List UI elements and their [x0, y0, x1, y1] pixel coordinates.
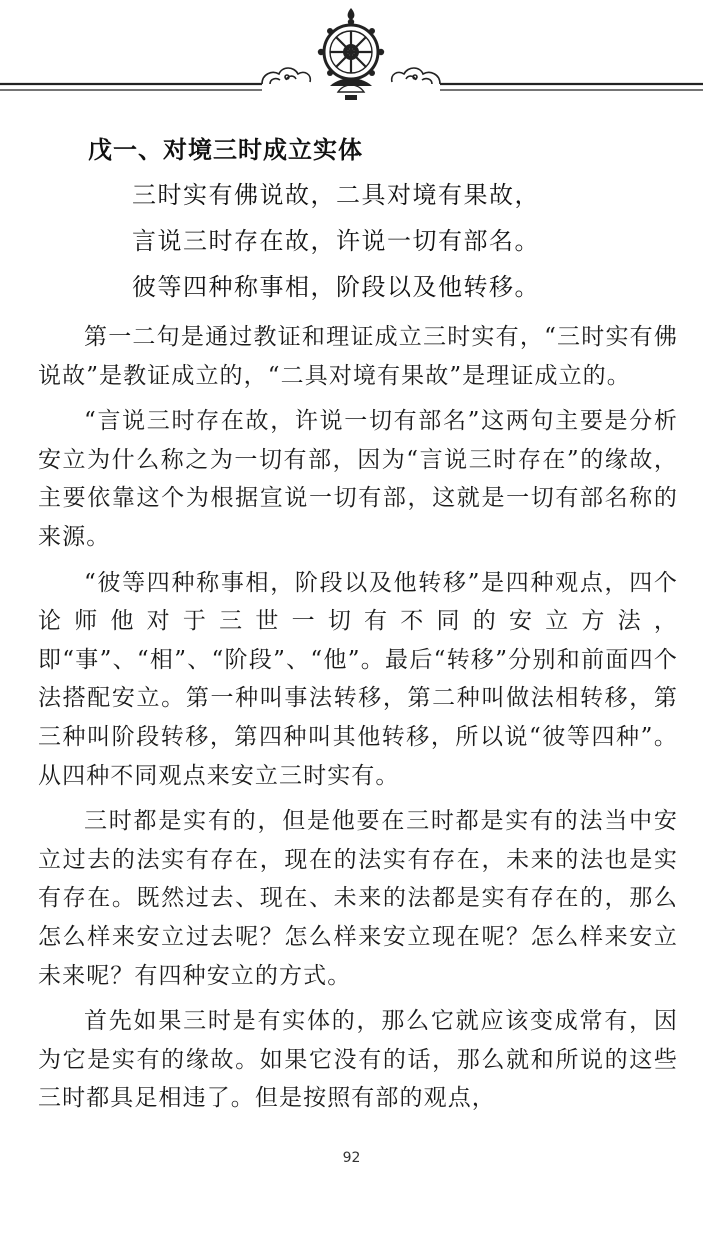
paragraph: “言说三时存在故，许说一切有部名”这两句主要是分析安立为什么称之为一切有部，因为“言说三时存在”的缘故，主要依靠这个为根据宣说一切有部，这就是一切有部名称的来源。	[38, 408, 678, 550]
cloud-left-icon	[262, 68, 310, 84]
paragraph: 三时都是实有的，但是他要在三时都是实有的法当中安立过去的法实有存在，现在的法实有存在，未来的法也是实有存在。既然过去、现在、未来的法都是实有存在的，那么怎么样来安立过去呢？怎么样来安立现在呢？怎么样来安立未来呢？有四种安立的方式。	[38, 808, 678, 989]
header-ornament	[0, 0, 703, 110]
commentary-body	[38, 318, 678, 1125]
header-rule-left	[0, 84, 262, 90]
verse-line: 三时实有佛说故，二具对境有果故，	[132, 181, 540, 209]
paragraph: 首先如果三时是有实体的，那么它就应该变成常有，因为它是实有的缘故。如果它没有的话，那么就和所说的这些三时都具足相违了。但是按照有部的观点，	[38, 1008, 678, 1112]
dharma-wheel-icon	[318, 8, 384, 100]
header-rule-right	[440, 84, 703, 90]
section-heading: 戊一、对境三时成立实体	[88, 136, 363, 164]
paragraph: “彼等四种称事相，阶段以及他转移”是四种观点，四个论师他对于三世一切有不同的安立方法，即“事”、“相”、“阶段”、“他”。最后“转移”分别和前面四个法搭配安立。第一种叫事法转移，第二种叫做法相转移，第三种叫阶段转移，第四种叫其他转移，所以说“彼等四种”。从四种不同观点来安立三时实有。	[38, 569, 678, 789]
page-number: 92	[342, 1150, 361, 1166]
page-header	[0, 0, 703, 110]
paragraph: 第一二句是通过教证和理证成立三时实有，“三时实有佛说故”是教证成立的，“二具对境有果故”是理证成立的。	[38, 324, 678, 389]
verse-block	[132, 172, 540, 310]
cloud-right-icon	[392, 68, 440, 84]
verse-line: 彼等四种称事相，阶段以及他转移。	[132, 273, 540, 301]
verse-line: 言说三时存在故，许说一切有部名。	[132, 227, 540, 255]
